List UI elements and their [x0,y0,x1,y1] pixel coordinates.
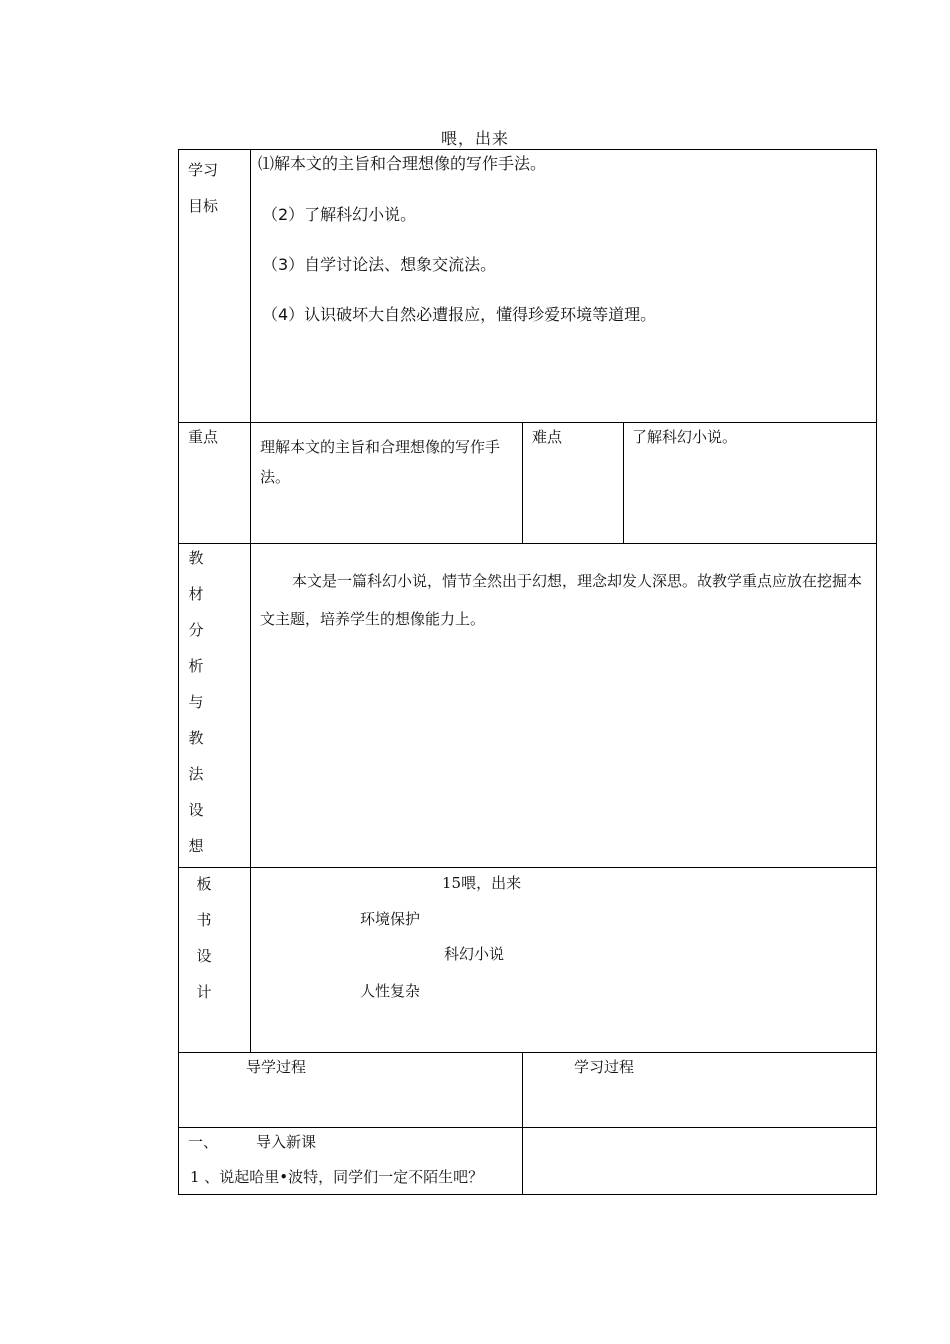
analysis-text: 本文是一篇科幻小说，情节全然出于幻想，理念却发人深思。故教学重点应放在挖掘本文主题，培养学生的想像能力上。 [260,572,863,628]
objective-item: （2）了解科幻小说。 [262,205,417,224]
table-row-divider [178,867,877,868]
objectives-label-line: 目标 [188,197,219,215]
table-row-divider [178,543,877,544]
analysis-label-char: 教 [188,729,204,747]
keypoint-column-divider [522,422,523,544]
process-column-divider [522,1052,523,1195]
difficulty-column-divider [623,422,624,544]
objectives-label-line: 学习 [188,161,219,179]
table-top-border [178,149,877,150]
board-label-char: 设 [196,947,212,965]
analysis-label-char: 法 [188,765,204,783]
board-line: 15喂，出来 [442,874,522,892]
difficulty-text: 了解科幻小说。 [632,428,738,446]
table-row-divider [178,1127,877,1128]
key-point-label: 重点 [188,428,219,446]
table-right-border [876,149,877,1195]
board-line: 环境保护 [360,910,421,928]
analysis-label-char: 材 [188,585,204,603]
guide-process-header: 导学过程 [246,1058,307,1076]
table-row-divider [178,1052,877,1053]
analysis-label-char: 与 [188,693,204,711]
board-label-char: 板 [196,875,212,893]
objective-item: ⑴解本文的主旨和合理想像的写作手法。 [258,154,547,173]
process-item: 1 、说起哈里•波特，同学们一定不陌生吧？ [190,1168,484,1186]
analysis-label-char: 析 [188,657,204,675]
analysis-label-char: 想 [188,837,204,855]
analysis-label-char: 教 [188,549,204,567]
difficulty-label: 难点 [532,428,563,446]
table-left-border [178,149,179,1195]
board-label [189,866,219,1010]
section-title: 导入新课 [256,1133,317,1151]
analysis-label-char: 分 [188,621,204,639]
board-label-char: 计 [196,983,212,1001]
analysis-label [181,540,211,864]
document-title: 喂，出来 [440,129,509,148]
objectives-label [188,152,218,224]
board-label-char: 书 [196,911,212,929]
objective-item: （3）自学讨论法、想象交流法。 [262,255,497,274]
analysis-label-char: 设 [188,801,204,819]
table-bottom-border [178,1194,877,1195]
label-column-divider [250,149,251,1053]
key-point-text: 理解本文的主旨和合理想像的写作手法。 [260,438,501,486]
board-line: 科幻小说 [444,945,505,963]
learning-process-header: 学习过程 [574,1058,635,1076]
objective-item: （4）认识破坏大自然必遭报应，懂得珍爱环境等道理。 [262,305,657,324]
section-number: 一、 [188,1133,219,1151]
board-line: 人性复杂 [360,982,421,1000]
table-row-divider [178,422,877,423]
